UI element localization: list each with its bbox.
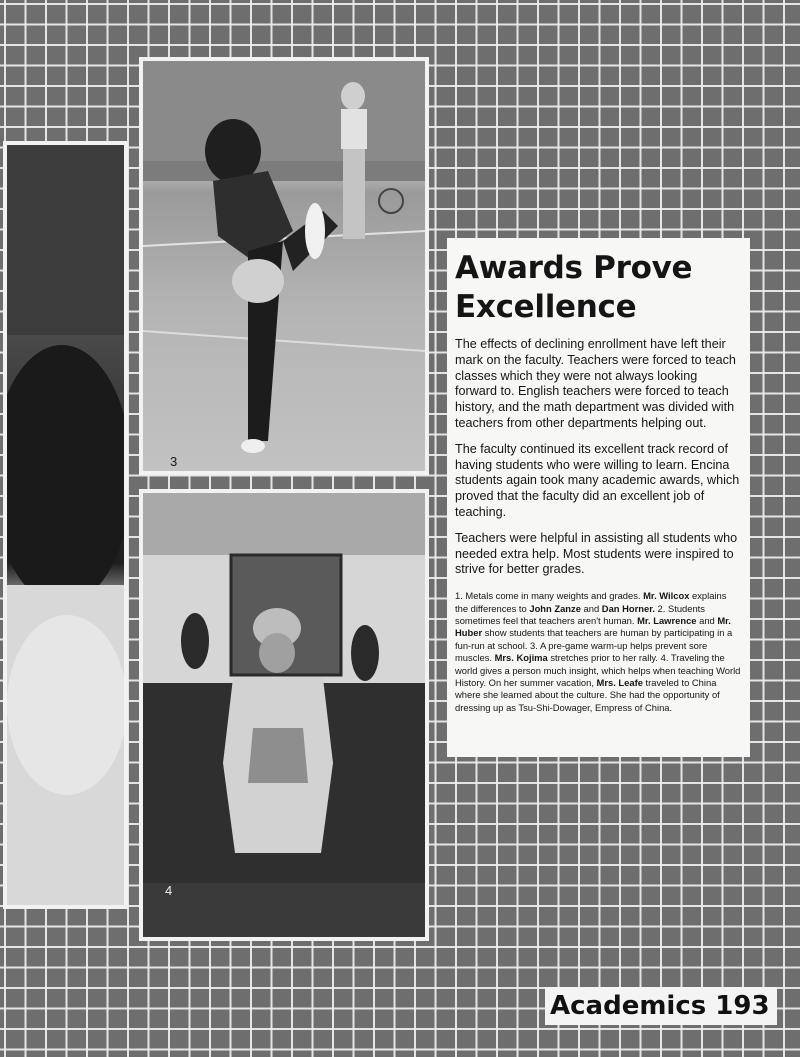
caption-text: and xyxy=(696,614,718,626)
caption-name: Dan Horner. xyxy=(601,602,655,614)
photo-teacher-warmup xyxy=(139,57,429,475)
caption-text: stretches prior to her rally. 4. Traveling the world gives a person much insight, which helps when teaching World History. On her summer vacation, xyxy=(455,652,741,688)
caption-text: explains the differences to xyxy=(455,590,727,614)
caption-name: Mr. Lawrence xyxy=(637,614,697,626)
photo-student-left xyxy=(3,141,128,909)
caption-text: and xyxy=(580,602,602,614)
caption-name: John Zanze xyxy=(529,602,581,614)
article-panel xyxy=(447,238,750,757)
caption-name: Mr. Huber xyxy=(455,614,731,639)
caption-text: 2. Students sometimes feel that teachers aren't human. xyxy=(455,602,705,626)
photo-number-4: 4 xyxy=(165,883,173,898)
caption-name: Mr. Wilcox xyxy=(643,590,690,602)
caption-text: 1. Metals come in many weights and grades. xyxy=(455,590,644,602)
page-footer-label: Academics 193 xyxy=(545,987,777,1025)
caption-text: traveled to China where she learned about the culture. She had the opportunity of dressing up as Tsu-Shi-Dowager, Empress of China. xyxy=(455,677,720,713)
caption-text: show students that teachers are human by participating in a fun-run at school. 3. A pre-game warm-up helps prevent sore muscles. xyxy=(455,627,733,664)
caption-name: Mrs. Leafe xyxy=(596,677,643,688)
paragraph-2: The faculty continued its excellent track record of having students who were willing to learn. Encina students again took many academic awards, which proved that the faculty did an excellent job of teaching. xyxy=(455,441,740,519)
caption-name: Mrs. Kojima xyxy=(494,652,548,664)
headline: Awards Prove Excellence xyxy=(455,250,693,325)
photo-teacher-empress xyxy=(139,489,429,941)
paragraph-1: The effects of declining enrollment have left their mark on the faculty. Teachers were forced to teach classes which they were not always looking forward to. English teachers were forced to teach history, and the math department was divided with teachers from other departments helping out. xyxy=(455,337,736,430)
photo-number-3: 3 xyxy=(170,454,178,469)
paragraph-3: Teachers were helpful in assisting all students who needed extra help. Most students were inspired to strive for better grades. xyxy=(455,530,738,577)
photo-captions xyxy=(455,590,742,714)
